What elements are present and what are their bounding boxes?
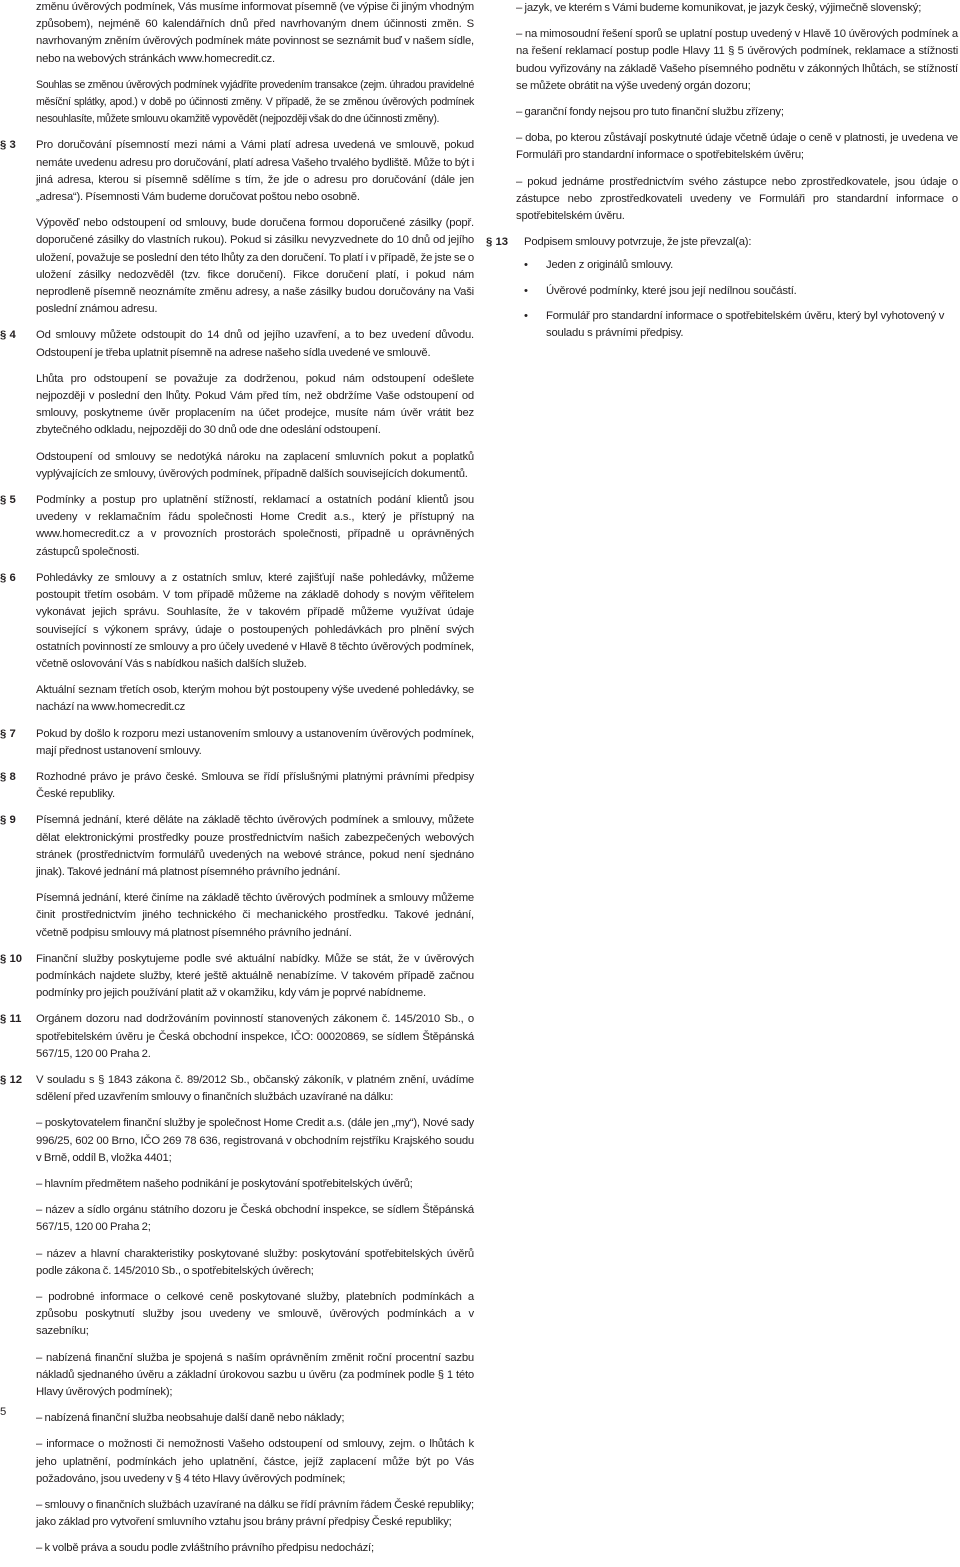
section-12	[0, 1072, 474, 1106]
list-item: – jazyk, ve kterém s Vámi budeme komunikovat, je jazyk český, výjimečně slovenský;	[516, 2, 922, 14]
section-number	[0, 1072, 30, 1089]
section-paragraph: Aktuální seznam třetích osob, kterým mohou být postoupeny výše uvedené pohledávky, se nachází na www.homecredit.cz	[36, 684, 474, 714]
section-number-value: 10	[9, 952, 23, 965]
section-paragraph: Písemná jednání, které děláte na základě těchto úvěrových podmínek a smlouvy, můžete dělat elektronickými prostředky pouze prostřednictvím našich zabezpečených webových stránek (prostřednictvím formulářů uvedených na webové stránce, pokud není sjednáno jinak). Takové jednání má platnost písemného právního jednání.	[36, 814, 474, 878]
section-paragraph: Odstoupení od smlouvy se nedotýká nároku na zaplacení smluvních pokut a poplatků vyplývajících ze smlouvy, úvěrových podmínek, případně dalších souvisejících dokumentů.	[36, 450, 474, 480]
bullet-icon: •	[524, 259, 528, 272]
list-item	[524, 257, 958, 274]
list-item: – doba, po kterou zůstávají poskytnuté údaje včetně údaje o ceně v platnosti, je uvedena ve Formuláři pro standardní informace o spotřebitelském úvěru;	[516, 132, 958, 162]
section-number-value: 12	[9, 1073, 23, 1086]
section-paragraph: V souladu s § 1843 zákona č. 89/2012 Sb., občanský zákoník, v platném znění, uvádíme sdělení před uzavřením smlouvy o finančních službách uzavírané na dálku:	[36, 1073, 474, 1104]
section-11	[0, 1011, 474, 1063]
distance-contract-info-list-continued	[486, 0, 958, 225]
left-column	[0, 0, 474, 1567]
section-sign: §	[0, 814, 7, 827]
list-item: – hlavním předmětem našeho podnikání je poskytování spotřebitelských úvěrů;	[36, 1177, 413, 1190]
section-list	[0, 137, 474, 1106]
section-sign: §	[0, 1013, 7, 1026]
section-paragraph: Podmínky a postup pro uplatnění stížností, reklamací a ostatních podání klientů jsou uvedeny v reklamačním řádu společnosti Home Credit a.s., který je přístupný na www.homecredit.cz a v provozních prostorách společnosti, případně u oprávněných zástupců společnosti.	[36, 494, 474, 558]
section-number	[0, 327, 30, 344]
section-sign: §	[0, 952, 7, 965]
section-sign: §	[0, 727, 7, 740]
section-3	[0, 137, 474, 318]
list-item: – k volbě práva a soudu podle zvláštního právního předpisu nedochází;	[36, 1542, 374, 1555]
list-item-text: Formulář pro standardní informace o spotřebitelském úvěru, který byl vyhotovený v souladu s právními předpisy.	[546, 309, 945, 340]
section-sign: §	[0, 1073, 7, 1086]
section-paragraph: Pohledávky ze smlouvy a z ostatních smluv, které zajišťují naše pohledávky, můžeme postoupit třetím osobám. V tom případě můžeme na základě dohody s novým věřitelem vykonávat jejich správu. Souhlasíte, že v takovém případě můžeme využívat údaje související s výkonem správy, údaje o postoupených pohledávkách pro plnění svých ostatních povinností ze smlouvy a pro účely uvedené v Hlavě 8 těchto úvěrových podmínek, včetně oslovování Vás s nabídkou našich dalších služeb.	[36, 571, 474, 670]
bullet-icon: •	[524, 309, 528, 322]
list-item: – název a sídlo orgánu státního dozoru je Česká obchodní inspekce, se sídlem Štěpánská 567/15, 120 00 Praha 2;	[36, 1204, 474, 1234]
section-7	[0, 726, 474, 760]
section-sign: §	[0, 571, 7, 584]
section-number	[0, 570, 30, 587]
section-number	[0, 492, 30, 509]
list-item: – smlouvy o finančních službách uzavírané na dálku se řídí právním řádem České republiky; jako základ pro vytvoření smluvního vztahu jsou brány právní předpisy České republiky;	[36, 1499, 474, 1529]
intro-paragraph: změnu úvěrových podmínek, Vás musíme informovat písemně (ve výpise či jiným vhodným způsobem), nejméně 60 kalendářních dnů před navrhovaným dnem účinnosti změn. S navrhovaným zněním úvěrových podmínek máte povinnost se seznámit buď v našem sídle, nebo na webových stránkách www.homecredit.cz.	[36, 1, 474, 65]
section-paragraph: Rozhodné právo je právo české. Smlouva se řídí příslušnými platnými právními předpisy České republiky.	[36, 770, 474, 801]
section-number	[0, 951, 30, 968]
section-number-value: 6	[9, 571, 16, 584]
list-item: – informace o možnosti či nemožnosti Vašeho odstoupení od smlouvy, zejm. o lhůtách k jeho uplatnění, podmínkách jeho uplatnění, částce, jejíž zaplacení může být po Vás požadováno, jsou uvedeny v § 4 této Hlavy úvěrových podmínek;	[36, 1438, 474, 1485]
list-item: – název a hlavní charakteristiky poskytované služby: poskytování spotřebitelských úvěrů podle zákona č. 145/2010 Sb., o spotřebitelských úvěrech;	[36, 1247, 474, 1277]
list-item: – nabízená finanční služba neobsahuje další daně nebo náklady;	[36, 1412, 345, 1425]
distance-contract-info-list	[0, 1115, 474, 1557]
section-number-value: 4	[9, 329, 16, 342]
list-item: – garanční fondy nejsou pro tuto finanční službu zřízeny;	[516, 106, 784, 119]
section-sign: §	[0, 494, 7, 507]
section-number	[0, 726, 30, 743]
section-13-text: Podpisem smlouvy potvrzuje, že jste převzal(a):	[524, 236, 752, 249]
section-number-value: 3	[9, 139, 16, 152]
received-documents-list	[516, 257, 958, 342]
intro-consent-paragraph: Souhlas se změnou úvěrových podmínek vyjádříte provedením transakce (zejm. úhradou pravidelné měsíční splátky, apod.) v době po účinnosti změny. V případě, že se změnou úvěrových podmínek nesouhlasíte, můžete smlouvu okamžitě vypovědět (nejpozději však do dne účinnosti změny).	[36, 78, 474, 126]
section-paragraph: Od smlouvy můžete odstoupit do 14 dnů od jejího uzavření, a to bez uvedení důvodu. Odstoupení je třeba uplatnit písemně na adrese našeho sídla uvedené ve smlouvě.	[36, 329, 474, 359]
list-item: – na mimosoudní řešení sporů se uplatní postup uvedený v Hlavě 10 úvěrových podmínek a na řešení reklamací postup podle Hlavy 11 § 5 úvěrových podmínek, reklamace a stížnosti budou vyřizovány na základě Vašeho písemného podnětu v zákonných lhůtách, se stížností se můžete obrátit na výše uvedený orgán dozoru;	[516, 28, 958, 92]
section-number	[0, 769, 30, 786]
section-number-value: 7	[9, 727, 16, 740]
section-paragraph: Výpověď nebo odstoupení od smlouvy, bude doručena formou doporučené zásilky (popř. doporučené zásilky do vlastních rukou). Pokud si zásilku nevyzvednete do 10 dnů od jejího uložení, považuje se poslední den této lhůty za den doručení. To platí i v případě, že jste se o uložení zásilky nedozvěděl (tzv. fikce doručení). Fikce doručení platí, i pokud nám neprodleně písemně neoznámíte změnu adresy, a naše zásilky budou doručovány na Vaši poslední známou adresu.	[36, 217, 474, 316]
section-sign: §	[486, 236, 493, 249]
section-4	[0, 327, 474, 483]
section-paragraph: Finanční služby poskytujeme podle své aktuální nabídky. Může se stát, že v úvěrových podmínkách najdete služby, které ještě aktuálně nenabízíme. V takovém případě začnou podmínky pro jejich používání platit až v okamžiku, kdy vám je poprvé nabídneme.	[36, 952, 474, 1000]
section-number	[0, 137, 30, 154]
section-8	[0, 769, 474, 803]
section-number	[0, 812, 30, 829]
list-item: – podrobné informace o celkové ceně poskytované služby, platebních podmínkách a způsobu poskytnutí služby jsou uvedeny ve smlouvě, úvěrových podmínkách a v sazebníku;	[36, 1291, 474, 1338]
section-paragraph: Orgánem dozoru nad dodržováním povinností stanovených zákonem č. 145/2010 Sb., o spotřebitelském úvěru je Česká obchodní inspekce, IČO: 00020869, se sídlem Štěpánská 567/15, 120 00 Praha 2.	[36, 1013, 474, 1060]
section-number-value: 11	[9, 1013, 22, 1026]
section-9	[0, 812, 474, 941]
section-sign: §	[0, 139, 7, 152]
section-5	[0, 492, 474, 561]
section-paragraph: Lhůta pro odstoupení se považuje za dodrženou, pokud nám odstoupení odešlete nejpozději v poslední den lhůty. Pokud Vám před tím, než obdržíme Vaše odstoupení od smlouvy, poskytneme úvěr proplacením na účet prodejce, musíte nám úvěr vrátit bez zbytečného odkladu, nejpozději do 30 dnů ode dne odeslání odstoupení.	[36, 372, 474, 437]
list-item: – nabízená finanční služba je spojená s naším oprávněním změnit roční procentní sazbu nákladů sjednaného úvěru a základní úrokovou sazbu u úvěru (za podmínek podle § 1 této Hlavy úvěrových podmínek);	[36, 1351, 474, 1399]
section-number-value: 5	[9, 494, 16, 507]
section-paragraph: Pro doručování písemností mezi námi a Vámi platí adresa uvedená ve smlouvě, pokud nemáte uvedenu adresu pro doručování, platí adresa Vašeho trvalého bydliště. Může to být i jiná adresa, kterou si písemně sdělíme s tím, že jde o adresu pro doručování (dále jen „adresa“). Písemnosti Vám budeme doručovat poštou nebo osobně.	[36, 139, 474, 204]
list-item	[524, 283, 958, 300]
section-sign: §	[0, 329, 7, 342]
section-6	[0, 570, 474, 717]
right-column	[486, 0, 958, 350]
section-paragraph: Pokud by došlo k rozporu mezi ustanovením smlouvy a ustanovením úvěrových podmínek, mají přednost ustanovení smlouvy.	[36, 727, 474, 757]
page-number: 5	[0, 1406, 7, 1418]
section-13	[486, 234, 958, 342]
section-number-value: 13	[495, 236, 509, 249]
list-item-text: Jeden z originálů smlouvy.	[546, 259, 674, 272]
intro-block	[0, 0, 474, 128]
section-number	[0, 1011, 30, 1028]
list-item: – poskytovatelem finanční služby je společnost Home Credit a.s. (dále jen „my“), Nové sady 996/25, 602 00 Brno, IČO 269 78 636, registrovaná v obchodním rejstříku Krajského soudu v Brně, oddíl B, vložka 4401;	[36, 1117, 474, 1164]
list-item-text: Úvěrové podmínky, které jsou její nedílnou součástí.	[546, 284, 797, 297]
section-number-value: 9	[9, 814, 16, 827]
section-number	[486, 234, 516, 251]
section-number-value: 8	[9, 770, 16, 783]
list-item: – pokud jednáme prostřednictvím svého zástupce nebo zprostředkovatele, jsou údaje o zástupce nebo zprostředkovateli uvedeny ve Formuláři pro standardní informace o spotřebitelském úvěru.	[516, 175, 958, 223]
section-sign: §	[0, 770, 7, 783]
section-10	[0, 951, 474, 1003]
bullet-icon: •	[524, 284, 528, 297]
list-item	[524, 308, 958, 342]
section-paragraph: Písemná jednání, které činíme na základě těchto úvěrových podmínek a smlouvy můžeme činit prostřednictvím jiného technického či mechanického prostředku. Takové jednání, včetně podpisu smlouvy má platnost písemného právního jednání.	[36, 892, 474, 939]
